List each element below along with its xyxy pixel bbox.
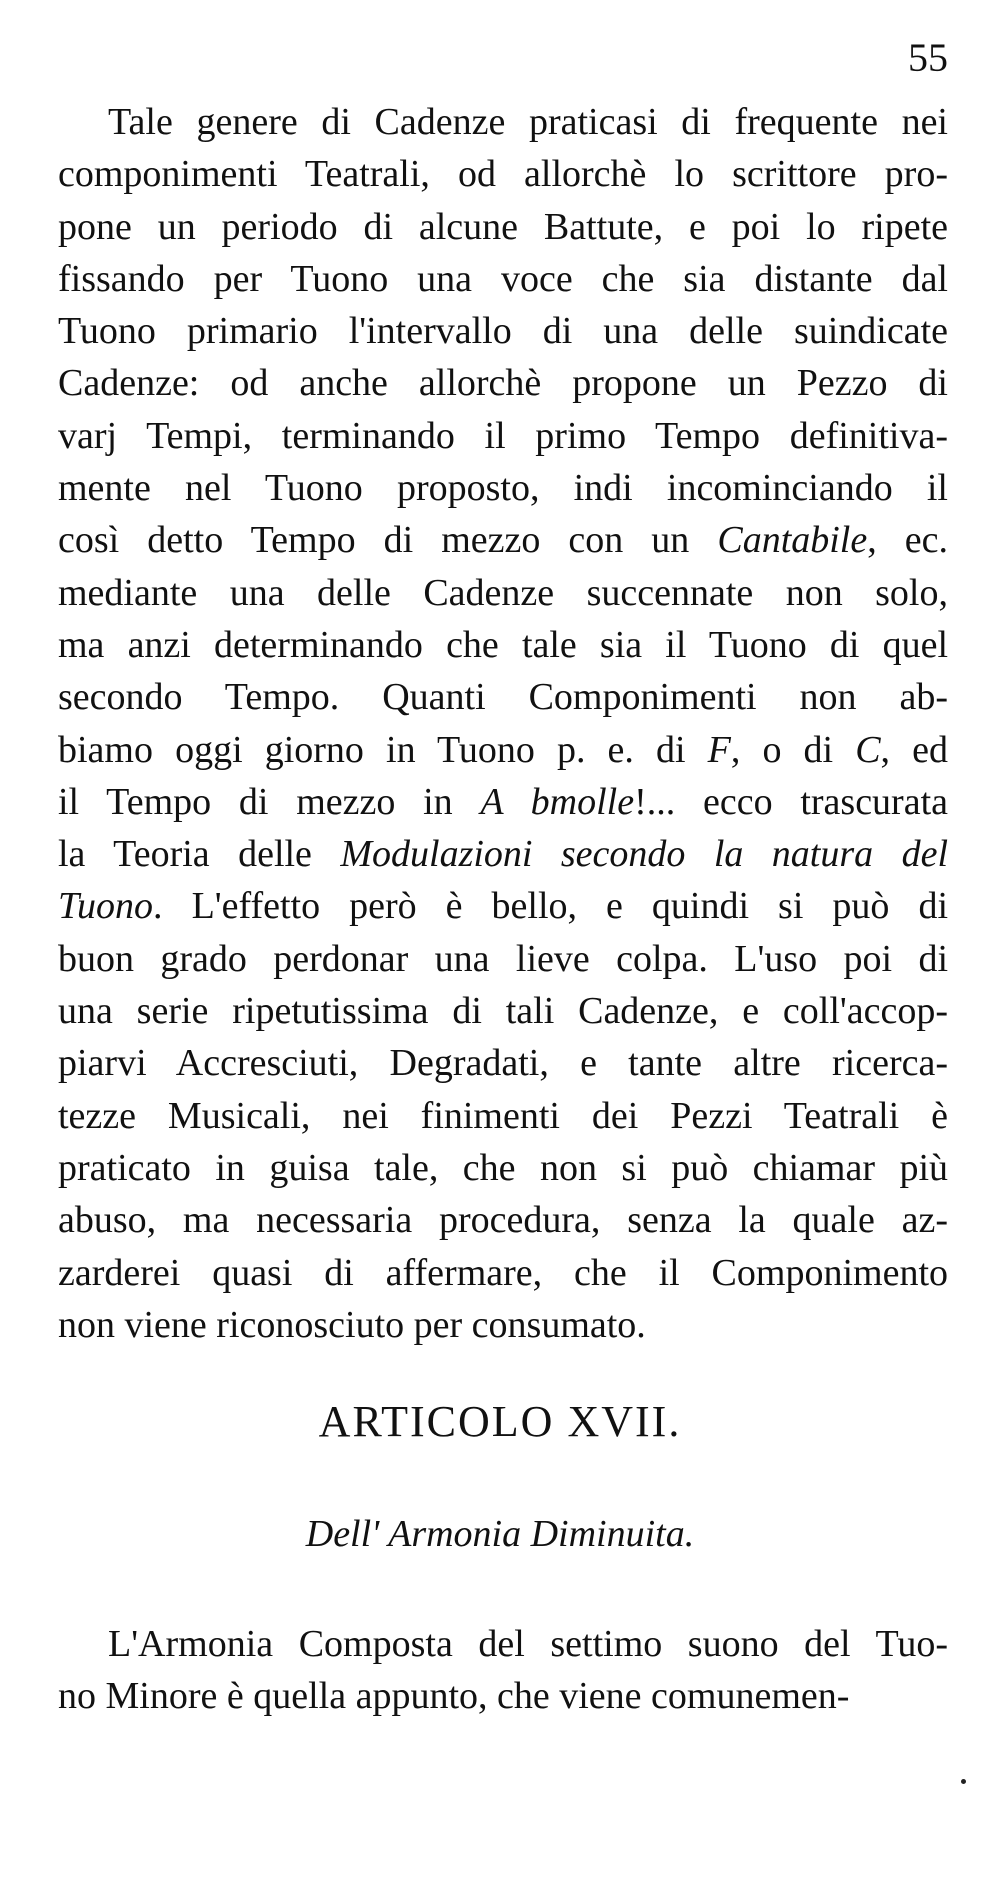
text-line <box>58 462 948 514</box>
text-line <box>58 96 948 148</box>
italic-segment: A bmolle <box>480 780 635 823</box>
text-line <box>58 253 948 305</box>
text-line <box>58 567 948 619</box>
text-line <box>58 880 948 932</box>
text-segment: L'Armonia Composta del settimo suono del Tuo- <box>108 1623 948 1665</box>
page-number: 55 <box>908 35 948 80</box>
text-line <box>58 1037 948 1089</box>
paragraph-1 <box>58 96 948 1351</box>
text-line <box>58 985 948 1037</box>
italic-segment: C <box>855 728 881 771</box>
italic-segment: F <box>707 728 731 771</box>
ink-speck <box>961 1779 966 1784</box>
text-segment: così detto Tempo di mezzo con un <box>58 519 718 562</box>
text-line <box>58 357 948 409</box>
text-segment: componimenti Teatrali, od allorchè lo scrittore pro- <box>58 153 948 196</box>
text-line <box>58 1247 948 1299</box>
text-line <box>58 1299 948 1351</box>
text-line <box>58 671 948 723</box>
text-line <box>58 1142 948 1194</box>
text-segment: pone un periodo di alcune Battute, e poi lo ripete <box>58 205 948 248</box>
italic-segment: Modulazioni secondo la natura del <box>340 833 949 876</box>
text-line <box>58 305 948 357</box>
text-segment: biamo oggi giorno in Tuono p. e. di <box>58 728 708 771</box>
text-line <box>58 828 948 880</box>
text-segment: non viene riconosciuto per consumato. <box>58 1303 646 1346</box>
text-segment: , o di <box>730 728 856 771</box>
text-line <box>58 1618 948 1670</box>
text-line <box>58 201 948 253</box>
text-line <box>58 514 948 566</box>
text-segment: praticato in guisa tale, che non si può chiamar più <box>58 1146 948 1189</box>
text-segment: ma anzi determinando che tale sia il Tuono di quel <box>58 623 948 666</box>
text-segment: . L'effetto però è bello, e quindi si può di <box>153 885 948 928</box>
text-segment: Tale genere di Cadenze praticasi di frequente nei <box>108 101 948 143</box>
text-segment: !... ecco trascurata <box>634 780 949 823</box>
text-segment: secondo Tempo. Quanti Componimenti non ab- <box>58 676 948 719</box>
text-line <box>58 776 948 828</box>
text-line <box>58 148 948 200</box>
text-segment: piarvi Accresciuti, Degradati, e tante altre ricerca- <box>58 1042 948 1085</box>
text-line <box>58 933 948 985</box>
text-segment: mente nel Tuono proposto, indi incominciando il <box>58 467 948 510</box>
text-segment: una serie ripetutissima di tali Cadenze, e coll'accop- <box>58 990 948 1033</box>
article-heading: ARTICOLO XVII. <box>318 1397 682 1446</box>
text-line <box>58 1090 948 1142</box>
paragraph-2 <box>58 1618 948 1723</box>
text-line <box>58 1670 948 1722</box>
text-segment: varj Tempi, terminando il primo Tempo definitiva- <box>58 414 948 457</box>
text-segment: abuso, ma necessaria procedura, senza la quale az- <box>58 1199 948 1242</box>
text-segment: Cadenze: od anche allorchè propone un Pezzo di <box>58 362 948 405</box>
text-segment: zarderei quasi di affermare, che il Componimento <box>58 1251 948 1294</box>
text-segment: tezze Musicali, nei finimenti dei Pezzi Teatrali è <box>58 1094 948 1137</box>
text-segment: Tuono primario l'intervallo di una delle suindicate <box>58 310 948 353</box>
article-subtitle: Dell' Armonia Diminuita. <box>305 1513 695 1555</box>
text-segment: la Teoria delle <box>58 833 341 876</box>
text-line <box>58 410 948 462</box>
text-line <box>58 724 948 776</box>
text-segment: mediante una delle Cadenze succennate non solo, <box>58 571 948 614</box>
italic-segment: Cantabile <box>717 519 868 562</box>
text-line <box>58 1194 948 1246</box>
text-segment: buon grado perdonar una lieve colpa. L'uso poi di <box>58 937 948 980</box>
text-segment: , ec. <box>867 519 949 562</box>
text-segment: no Minore è quella appunto, che viene comunemen- <box>58 1675 850 1718</box>
italic-segment: Tuono <box>58 885 154 928</box>
text-line <box>58 619 948 671</box>
text-segment: il Tempo di mezzo in <box>58 780 481 823</box>
text-segment: fissando per Tuono una voce che sia distante dal <box>58 257 948 300</box>
text-segment: , ed <box>880 728 949 771</box>
